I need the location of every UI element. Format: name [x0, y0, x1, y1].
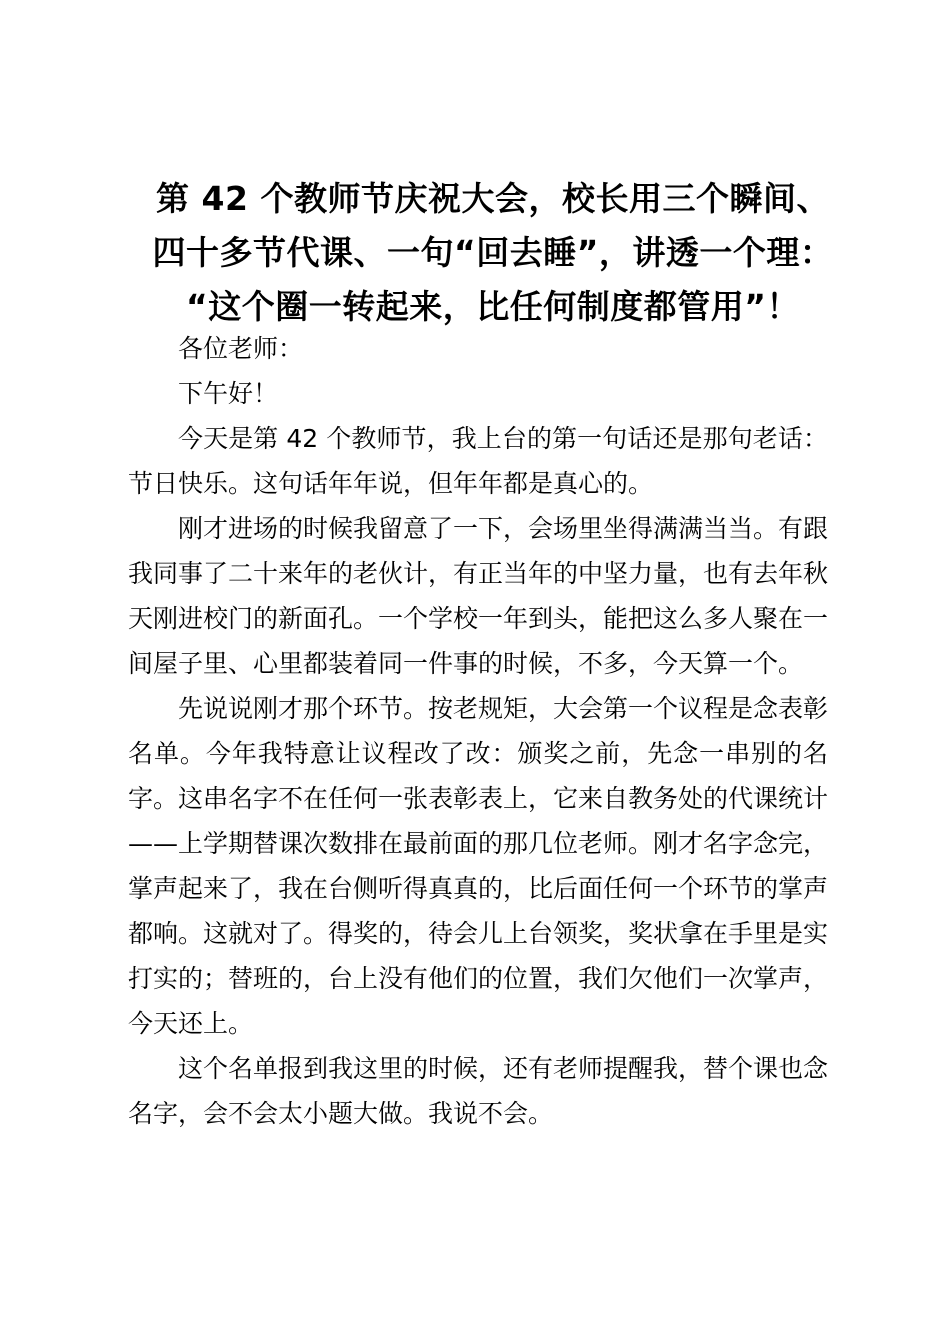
- document-body: [128, 326, 828, 1136]
- title-line-3: “这个圈一转起来，比任何制度都管用”！: [186, 287, 800, 326]
- title-line-2: 四十多节代课、一句“回去睡”，讲透一个理：: [152, 233, 834, 272]
- greeting: 下午好！: [178, 379, 279, 408]
- paragraph: 先说说刚才那个环节。按老规矩，大会第一个议程是念表彰名单。今年我特意让议程改了改：颁奖之前，先念一串别的名字。这串名字不在任何一张表彰表上，它来自教务处的代课统计——上学期替课次数排在最前面的那几位老师。刚才名字念完，掌声起来了，我在台侧听得真真的，比后面任何一个环节的掌声都响。这就对了。得奖的，待会儿上台领奖，奖状拿在手里是实打实的；替班的，台上没有他们的位置，我们欠他们一次掌声，今天还上。: [128, 694, 829, 1038]
- paragraph: 这个名单报到我这里的时候，还有老师提醒我，替个课也念名字，会不会太小题大做。我说不会。: [128, 1054, 829, 1128]
- document-title: [118, 172, 868, 334]
- title-line-1: 第 42 个教师节庆祝大会，校长用三个瞬间、: [156, 179, 830, 218]
- salutation: 各位老师：: [178, 334, 304, 363]
- paragraph: 刚才进场的时候我留意了一下，会场里坐得满满当当。有跟我同事了二十来年的老伙计，有正当年的中坚力量，也有去年秋天刚进校门的新面孔。一个学校一年到头，能把这么多人聚在一间屋子里、心里都装着同一件事的时候，不多，今天算一个。: [128, 514, 829, 678]
- paragraph: 今天是第 42 个教师节，我上台的第一句话还是那句老话：节日快乐。这句话年年说，但年年都是真心的。: [128, 424, 828, 498]
